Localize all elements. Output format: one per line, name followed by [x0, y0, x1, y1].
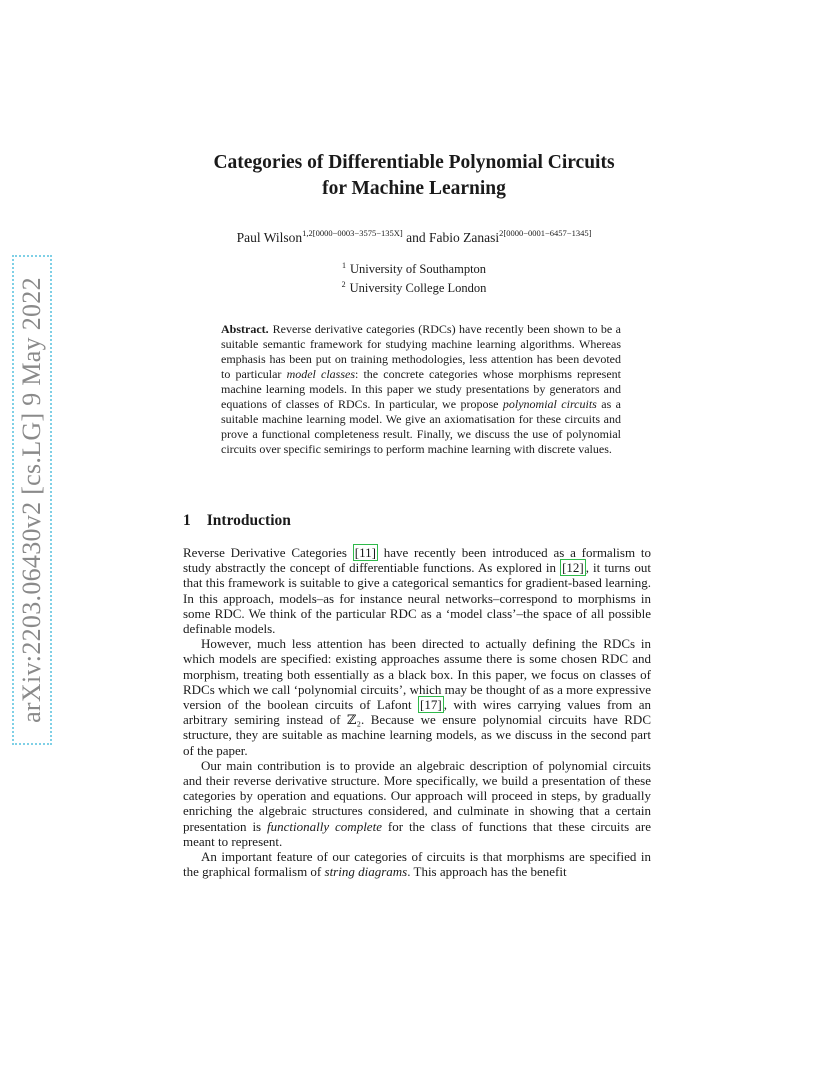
affiliation-1 [0, 258, 828, 277]
title-line-2: for Machine Learning [322, 178, 506, 199]
para-1-text-1: Reverse Derivative Categories [183, 545, 353, 560]
author-1-name: Paul Wilson [236, 230, 303, 245]
para-2-text-2: , with wires carrying values from an arbitrary semiring instead of ℤ₂. Because we ensure polynomial circuits have RDC structure, they are suitable as machine learning models, as we discuss in the second part of the paper. [183, 697, 651, 758]
abstract-emph-2: polynomial circuits [502, 397, 597, 411]
abstract-text-3: as a suitable machine learning model. We give an axiomatisation for these circuits and prove a functional completeness result. Finally, we discuss the use of polynomial circuits over specific semirings to perform machine learning with discrete values. [221, 397, 621, 456]
para-4-text-2: . This approach has the benefit [407, 864, 567, 880]
section-number: 1 [183, 512, 191, 529]
para-4-emph: string diagrams [324, 864, 408, 880]
author-conjunction: and [406, 230, 426, 245]
abstract-emph-1: model classes [286, 367, 356, 381]
author-2-name: Fabio Zanasi [428, 230, 500, 245]
para-3-emph: functionally complete [267, 818, 382, 834]
author-list [120, 228, 708, 246]
affiliation-1-name: University of Southampton [349, 262, 487, 276]
abstract-label: Abstract. [221, 322, 269, 336]
paragraph-4 [183, 849, 651, 879]
citation-link[interactable]: [12] [562, 560, 584, 576]
affiliation-2-num: 2 [341, 280, 346, 289]
citation-link[interactable]: [17] [420, 697, 442, 713]
citation-link[interactable]: [11] [354, 545, 376, 560]
abstract-text-1: Reverse derivative categories (RDCs) have recently been shown to be a suitable semantic framework for studying machine learning algorithms. Whereas emphasis has been put on training methodologies, less attention has been devoted to particular [221, 322, 621, 381]
abstract [221, 322, 621, 457]
abstract-text-2: : the concrete categories whose morphisms represent machine learning models. In this paper we study presentations by generators and equations of classes of RDCs. In particular, we propose [221, 367, 621, 411]
para-1-text-2: have recently been introduced as a formalism to study abstractly the concept of differentiable functions. As explored in [183, 545, 652, 576]
paragraph-1 [183, 545, 651, 636]
arxiv-identifier: arXiv:2203.06430v2 [cs.LG] 9 May 2022 [17, 277, 46, 723]
arxiv-stamp [12, 255, 52, 745]
author-1-affil-orcid: 1,2[0000−0003−3575−135X] [302, 228, 403, 238]
affiliations [0, 258, 828, 296]
author-2-affil-orcid: 2[0000−0001−6457−1345] [499, 228, 592, 238]
affiliation-2 [0, 277, 828, 296]
paragraph-3 [183, 758, 651, 849]
affiliation-2-name: University College London [349, 281, 487, 295]
para-2-text-1: However, much less attention has been directed to actually defining the RDCs in which models are specified: existing approaches assume there is some chosen RDC and morphism, treating both essentially as a black box. In this paper, we focus on classes of RDCs which we call ‘polynomial circuits’, which may be thought of as a more expressive version of the boolean circuits of Lafont [183, 636, 651, 713]
title-line-1: Categories of Differentiable Polynomial Circuits [213, 152, 615, 173]
para-1-text-3: , it turns out that this framework is suitable to give a categorical semantics for gradient-based learning. In this approach, models–as for instance neural networks–correspond to morphisms in some RDC. We think of the particular RDC as a ‘model class’–the space of all possible definable models. [183, 560, 651, 637]
section-title: Introduction [206, 512, 291, 529]
paper-title [120, 150, 708, 202]
affiliation-1-num: 1 [341, 261, 346, 270]
para-3-text-2: for the class of functions that these circuits are meant to represent. [183, 818, 651, 849]
para-4-text-1: An important feature of our categories of circuits is that morphisms are specified in the graphical formalism of [183, 849, 651, 880]
paragraph-2 [183, 636, 651, 758]
section-heading [183, 512, 291, 530]
para-3-text-1: Our main contribution is to provide an algebraic description of polynomial circuits and their reverse derivative structure. More specifically, we build a presentation of these categories by operation and equations. Our approach will proceed in steps, by gradually enriching the algebraic structures considered, and culminate in showing that a certain presentation is [183, 757, 651, 834]
body-text [183, 545, 651, 879]
